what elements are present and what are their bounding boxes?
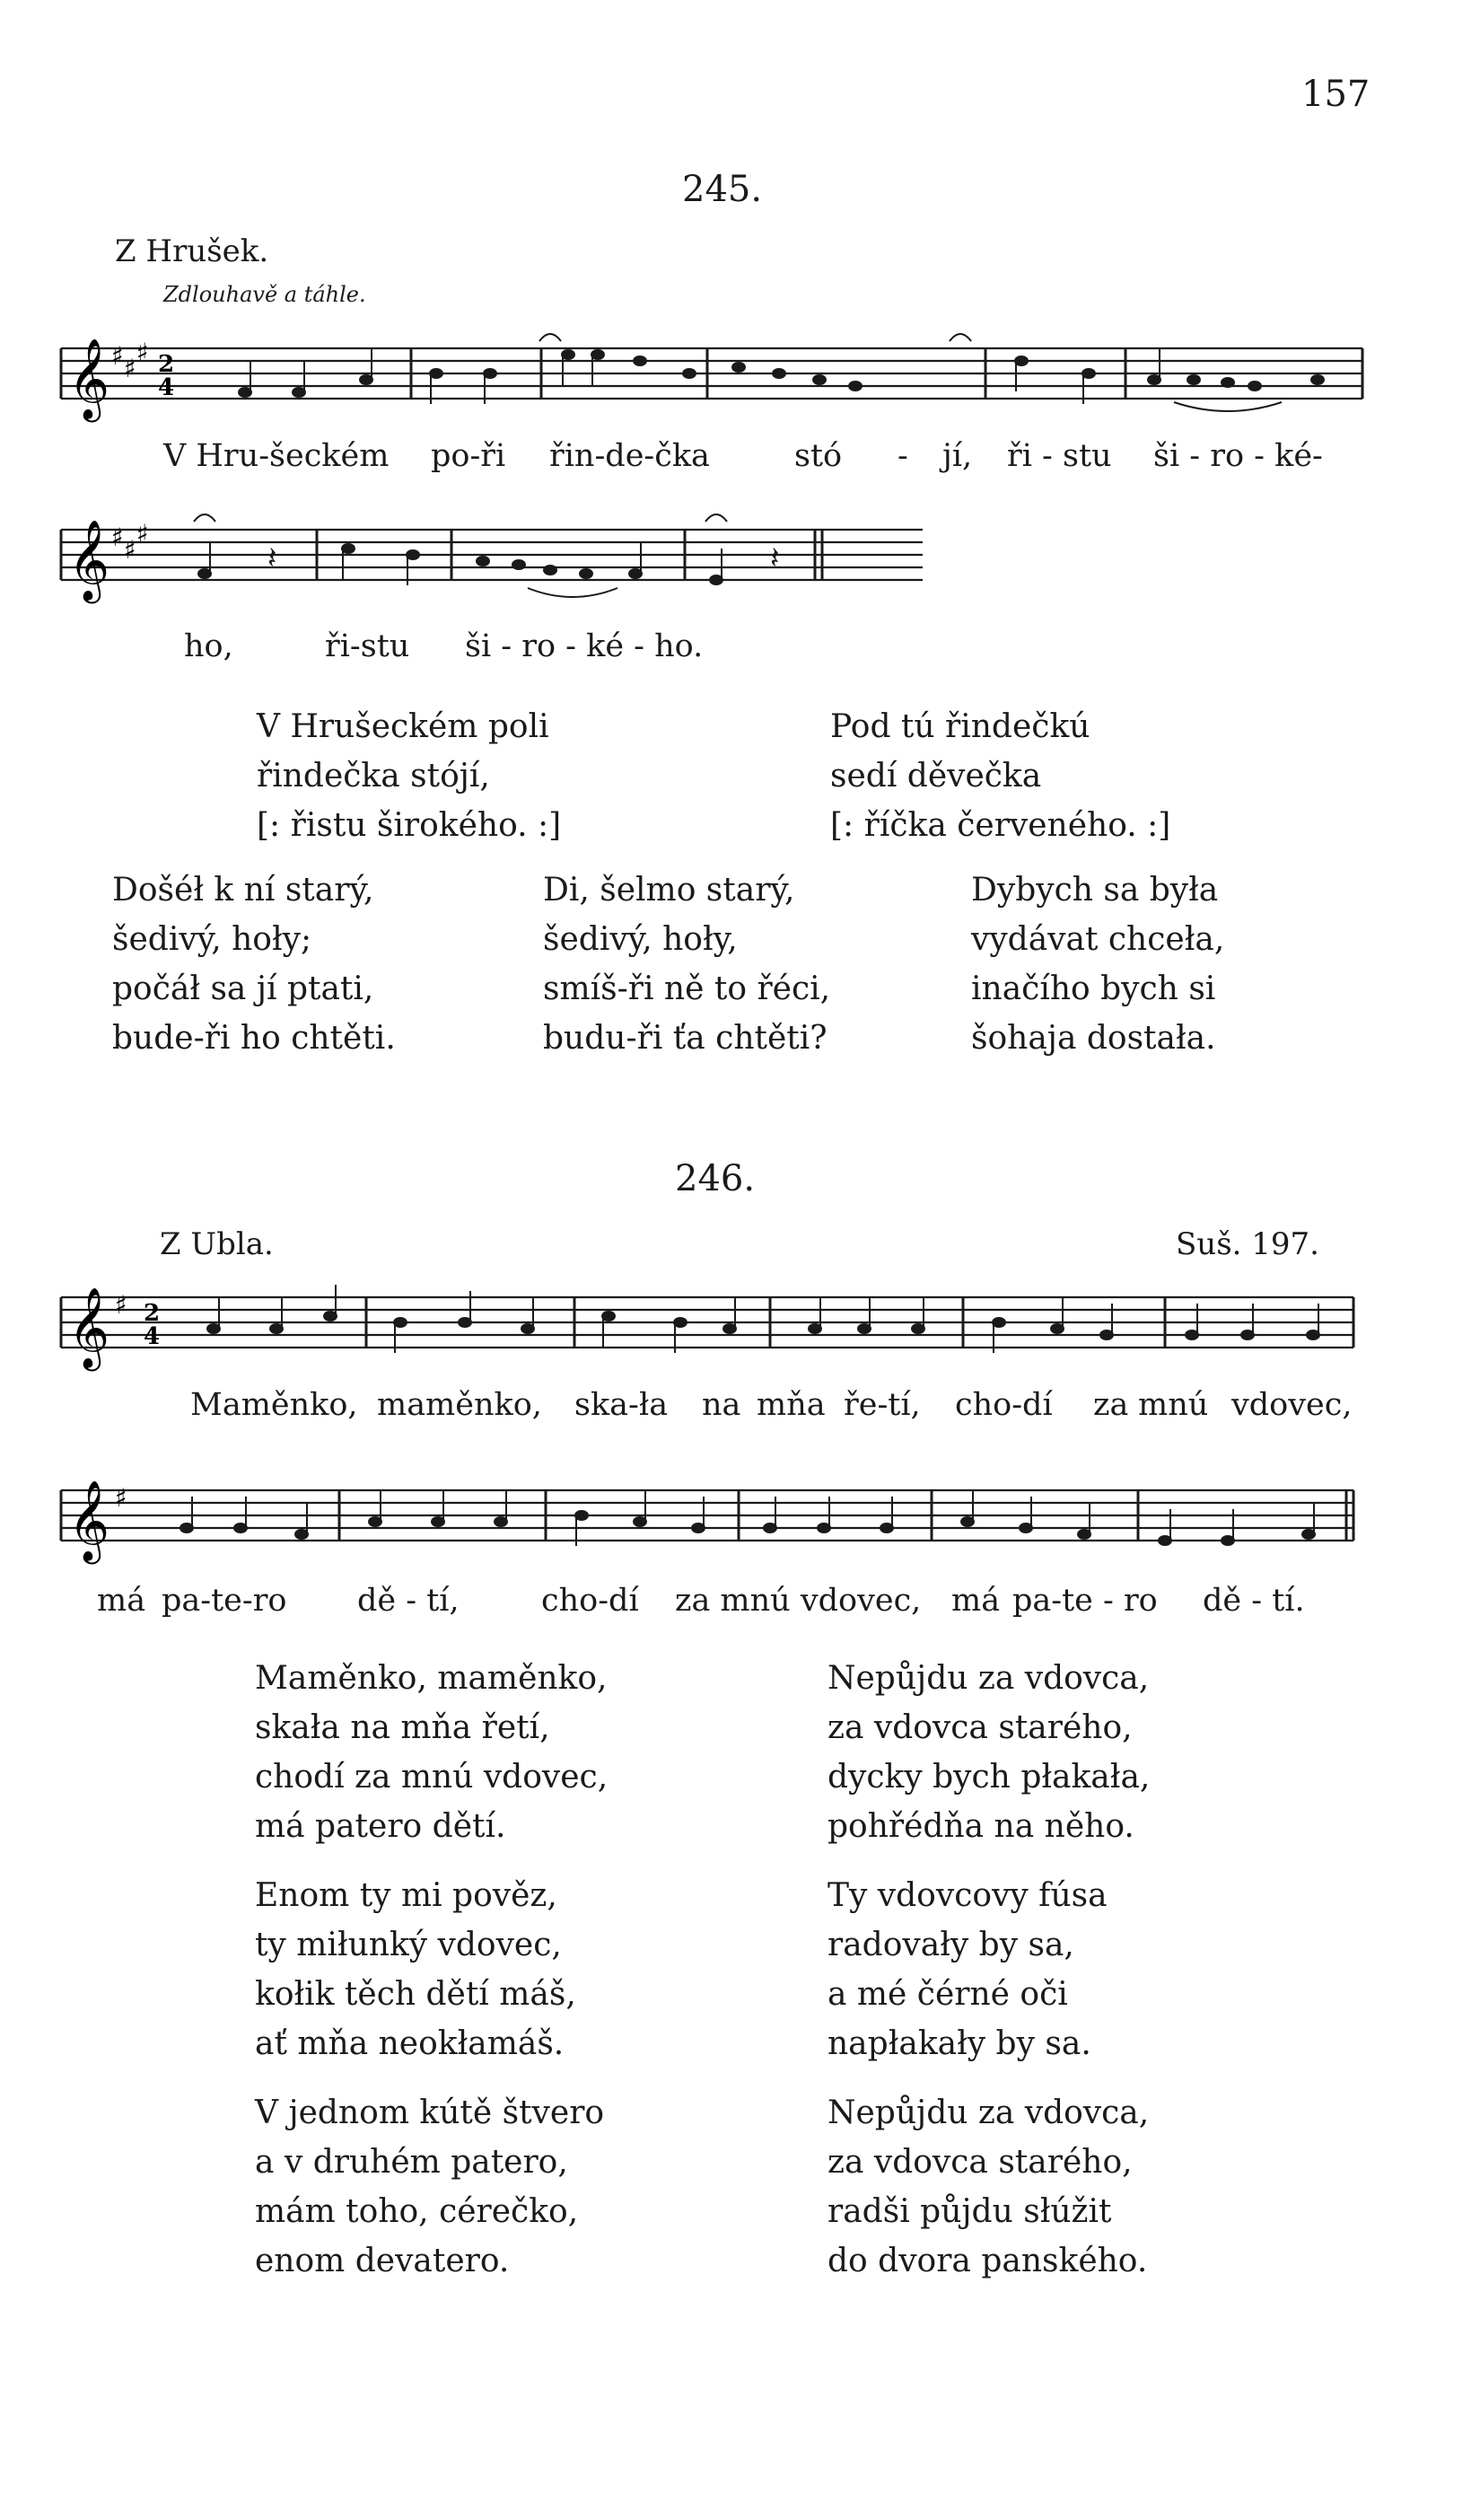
- song-origin: Z Ubla.: [160, 1226, 274, 1262]
- lyric-syllable: maměnko,: [377, 1387, 542, 1423]
- lyric-syllable: cho-dí: [541, 1583, 639, 1619]
- lyric-syllable: ři - stu: [1007, 438, 1112, 474]
- stanza: Di, šelmo starý, šedivý, hoły, smíš-ři ně to řéci, budu-ři ťa chtěti?: [543, 872, 831, 1057]
- lyric-syllable: ře-tí,: [844, 1387, 921, 1423]
- lyric-syllable: ši - ro - ké - ho.: [465, 628, 704, 664]
- song-origin: Z Hrušek.: [115, 233, 269, 269]
- time-signature: [144, 1300, 160, 1350]
- lyric-syllable: ho,: [184, 628, 233, 664]
- page-number: 157: [1301, 74, 1371, 115]
- source-reference: Suš. 197.: [1176, 1226, 1319, 1262]
- music-staff: [61, 1279, 1371, 1369]
- treble-clef-icon: 𝄞: [68, 1287, 110, 1368]
- lyric-syllable: mnú: [1138, 1387, 1209, 1423]
- lyric-syllable: -: [898, 438, 908, 474]
- lyric-syllable: řin-de-čka: [549, 438, 710, 474]
- svg-text:♯: ♯: [124, 354, 136, 383]
- svg-text:4: 4: [158, 374, 175, 401]
- lyric-syllable: mňa: [757, 1387, 826, 1423]
- stanza: Ty vdovcovy fúsa radovały by sa, a mé čérné oči napłakały by sa.: [828, 1877, 1108, 2062]
- svg-text:♯: ♯: [115, 1290, 127, 1320]
- stanza: Nepůjdu za vdovca, za vdovca starého, radši půjdu słúžit do dvora panského.: [828, 2094, 1150, 2279]
- lyric-syllable: cho-dí: [955, 1387, 1053, 1423]
- svg-text:2: 2: [144, 1300, 161, 1327]
- lyric-syllable: po-ři: [431, 438, 506, 474]
- lyric-syllable: pa-te-ro: [162, 1583, 287, 1619]
- stanza: Pod tú řindečkú sedí děvečka [: říčka červeného. :]: [830, 708, 1171, 844]
- lyric-syllable: dě - tí.: [1203, 1583, 1305, 1619]
- lyric-syllable: V Hru-šeckém: [163, 438, 390, 474]
- svg-text:♯: ♯: [115, 1483, 127, 1513]
- treble-clef-icon: 𝄞: [68, 338, 110, 419]
- song-number: 246.: [675, 1158, 756, 1199]
- music-staff: [61, 330, 1371, 420]
- svg-text:♯: ♯: [111, 341, 124, 371]
- lyric-syllable: jí,: [942, 438, 973, 474]
- music-staff: [61, 1472, 1371, 1562]
- stanza: Došéł k ní starý, šedivý, hoły; počáł sa jí ptati, bude-ři ho chtěti.: [112, 872, 396, 1057]
- stanza: Dybych sa była vydávat chceła, inačího bych si šohaja dostała.: [971, 872, 1225, 1057]
- lyric-syllable: pa-te - ro: [1012, 1583, 1158, 1619]
- lyric-syllable: Maměnko,: [190, 1387, 358, 1423]
- treble-clef-icon: 𝄞: [68, 520, 110, 601]
- lyric-syllable: ři-stu: [325, 628, 410, 664]
- stanza: Enom ty mi pověz, ty miłunký vdovec, kołik těch dětí máš, ať mňa neokłamáš.: [255, 1877, 576, 2062]
- stanza: V Hrušeckém poli řindečka stójí, [: řistu širokého. :]: [257, 708, 562, 844]
- song-number: 245.: [682, 169, 763, 210]
- svg-text:𝄽: 𝄽: [267, 540, 277, 576]
- svg-text:♯: ♯: [111, 522, 124, 552]
- lyric-syllable: vdovec,: [1231, 1387, 1353, 1423]
- lyric-syllable: stó: [794, 438, 843, 474]
- treble-clef-icon: 𝄞: [68, 1480, 110, 1561]
- svg-text:♯: ♯: [124, 535, 136, 565]
- time-signature: [158, 351, 174, 401]
- lyric-syllable: má: [97, 1583, 146, 1619]
- svg-text:♯: ♯: [136, 519, 149, 549]
- lyric-syllable: dě - tí,: [357, 1583, 460, 1619]
- lyric-syllable: má: [951, 1583, 1001, 1619]
- tempo-marking: Zdlouhavě a táhle.: [163, 282, 366, 307]
- stanza: Nepůjdu za vdovca, za vdovca starého, dycky bych płakała, pohřédňa na něho.: [828, 1660, 1151, 1845]
- svg-text:4: 4: [144, 1323, 161, 1350]
- stanza: Maměnko, maměnko, skała na mňa řetí, chodí za mnú vdovec, má patero dětí.: [255, 1660, 609, 1845]
- svg-text:2: 2: [158, 351, 175, 378]
- svg-text:♯: ♯: [136, 338, 149, 367]
- lyric-syllable: za mnú vdovec,: [675, 1583, 922, 1619]
- lyric-syllable: na: [702, 1387, 741, 1423]
- lyric-syllable: ši - ro - ké-: [1153, 438, 1323, 474]
- music-staff: [61, 507, 950, 606]
- lyric-syllable: ska-ła: [574, 1387, 669, 1423]
- stanza: V jednom kútě štvero a v druhém patero, mám toho, cérečko, enom devatero.: [255, 2094, 605, 2279]
- svg-text:𝄽: 𝄽: [770, 540, 780, 576]
- lyric-syllable: za: [1093, 1387, 1129, 1423]
